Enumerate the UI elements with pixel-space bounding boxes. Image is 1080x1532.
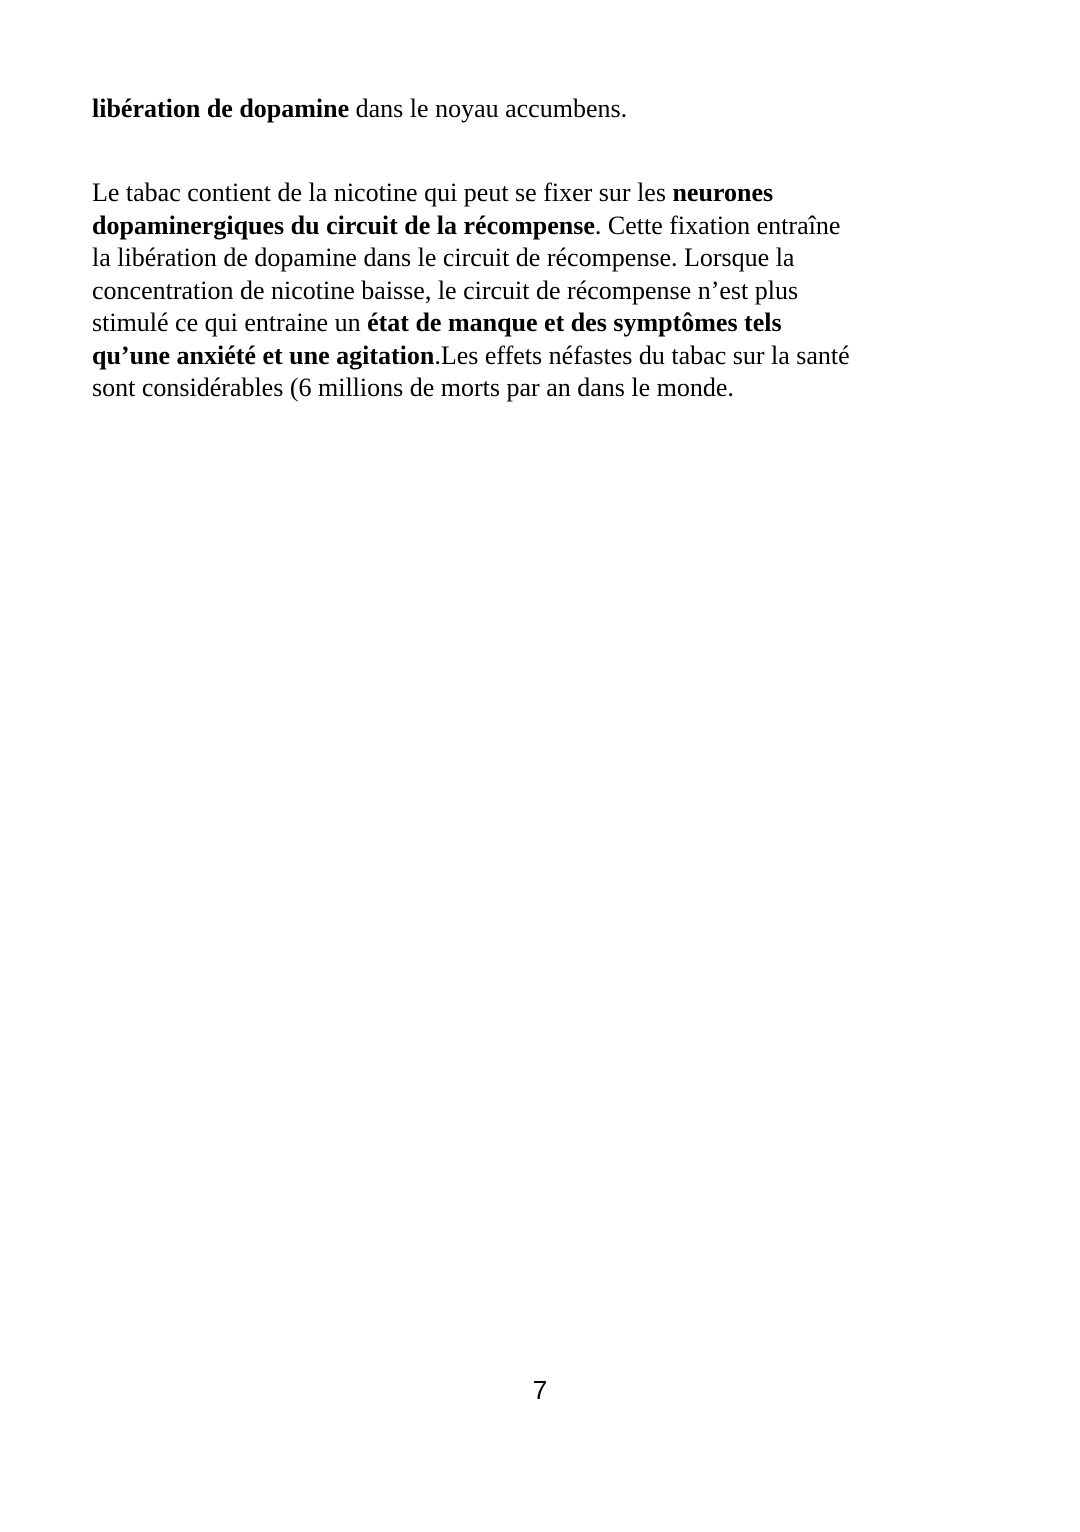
- text-line: [92, 340, 992, 373]
- bold-text: dopaminergiques du circuit de la récompense: [92, 210, 595, 240]
- bold-text: neurones: [672, 178, 774, 207]
- page-number: 7: [532, 1375, 548, 1405]
- text-line: sont considérables (6 millions de morts par an dans le monde.: [92, 373, 734, 402]
- bold-text: état de manque et des symptômes tels: [367, 308, 782, 337]
- text-line: concentration de nicotine baisse, le circuit de récompense n’est plus: [92, 275, 799, 305]
- text-line: [92, 177, 992, 210]
- text-line: la libération de dopamine dans le circuit de récompense. Lorsque la: [92, 243, 795, 272]
- plain-text: dans le noyau accumbens.: [349, 94, 628, 123]
- paragraph-dopamine-release: [92, 93, 992, 126]
- plain-text: .Les effets néfastes du tabac sur la santé: [434, 340, 850, 370]
- text-line: [92, 93, 992, 126]
- plain-text: Le tabac contient de la nicotine qui peut se fixer sur les: [92, 178, 673, 207]
- text-line: [92, 210, 992, 243]
- paragraph-tobacco-nicotine: [92, 177, 992, 405]
- plain-text: . Cette fixation entraîne: [594, 210, 841, 240]
- plain-text: stimulé ce qui entraine un: [92, 308, 368, 337]
- text-line: [92, 307, 992, 340]
- bold-text: libération de dopamine: [92, 94, 350, 123]
- bold-text: qu’une anxiété et une agitation: [92, 340, 435, 370]
